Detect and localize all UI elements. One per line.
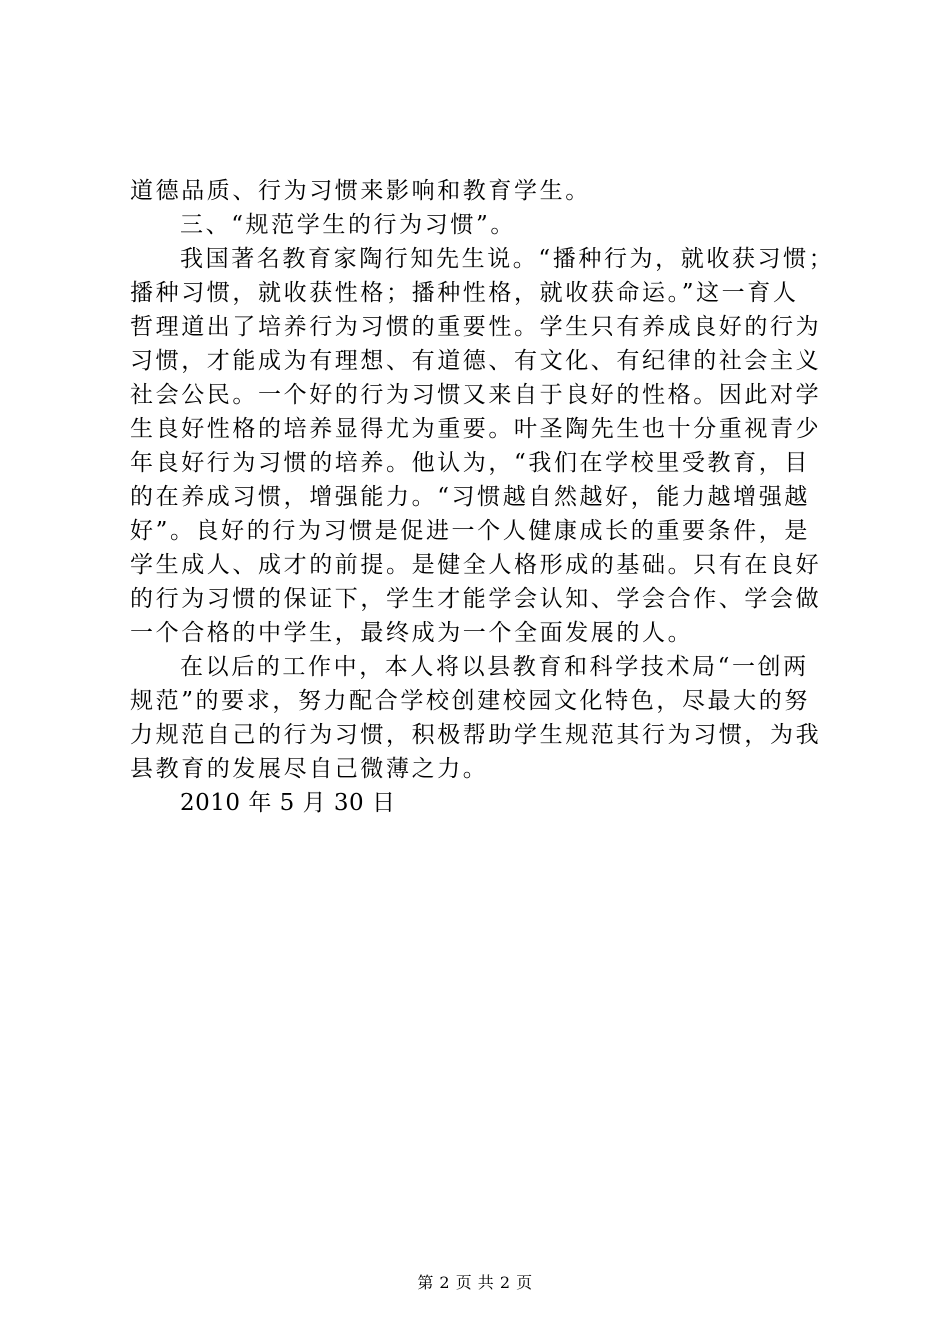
paragraph-line: 一个合格的中学生，最终成为一个全面发展的人。 <box>130 620 694 646</box>
paragraph-line: 习惯，才能成为有理想、有道德、有文化、有纪律的社会主义 <box>130 348 822 374</box>
paragraph-line: 的在养成习惯，增强能力。“习惯越自然越好，能力越增强越 <box>130 484 810 510</box>
paragraph-line: 规范”的要求，努力配合学校创建校园文化特色，尽最大的努 <box>130 688 810 714</box>
paragraph-line: 学生成人、成才的前提。是健全人格形成的基础。只有在良好 <box>130 552 822 578</box>
paragraph-line: 好”。良好的行为习惯是促进一个人健康成长的重要条件，是 <box>130 518 810 544</box>
document-body <box>130 174 835 820</box>
page-footer: 第 2 页 共 2 页 <box>417 1273 533 1292</box>
paragraph-line: 播种习惯，就收获性格；播种性格，就收获命运。”这一育人 <box>130 280 799 306</box>
paragraph-line: 县教育的发展尽自己微薄之力。 <box>130 756 489 782</box>
paragraph-line: 力规范自己的行为习惯，积极帮助学生规范其行为习惯，为我 <box>130 722 822 748</box>
paragraph-line: 哲理道出了培养行为习惯的重要性。学生只有养成良好的行为 <box>130 314 822 340</box>
paragraph-line: 道德品质、行为习惯来影响和教育学生。 <box>130 178 591 204</box>
document-date: 2010 年 5 月 30 日 <box>180 790 396 816</box>
paragraph-line: 生良好性格的培养显得尤为重要。叶圣陶先生也十分重视青少 <box>130 416 822 442</box>
paragraph-line: 社会公民。一个好的行为习惯又来自于良好的性格。因此对学 <box>130 382 822 408</box>
section-heading: 三、“规范学生的行为习惯”。 <box>180 212 516 238</box>
paragraph-line: 在以后的工作中，本人将以县教育和科学技术局“一创两 <box>180 654 809 680</box>
paragraph-line: 的行为习惯的保证下，学生才能学会认知、学会合作、学会做 <box>130 586 822 612</box>
paragraph-line: 我国著名教育家陶行知先生说。“播种行为，就收获习惯； <box>180 246 835 272</box>
paragraph-line: 年良好行为习惯的培养。他认为，“我们在学校里受教育，目 <box>130 450 810 476</box>
